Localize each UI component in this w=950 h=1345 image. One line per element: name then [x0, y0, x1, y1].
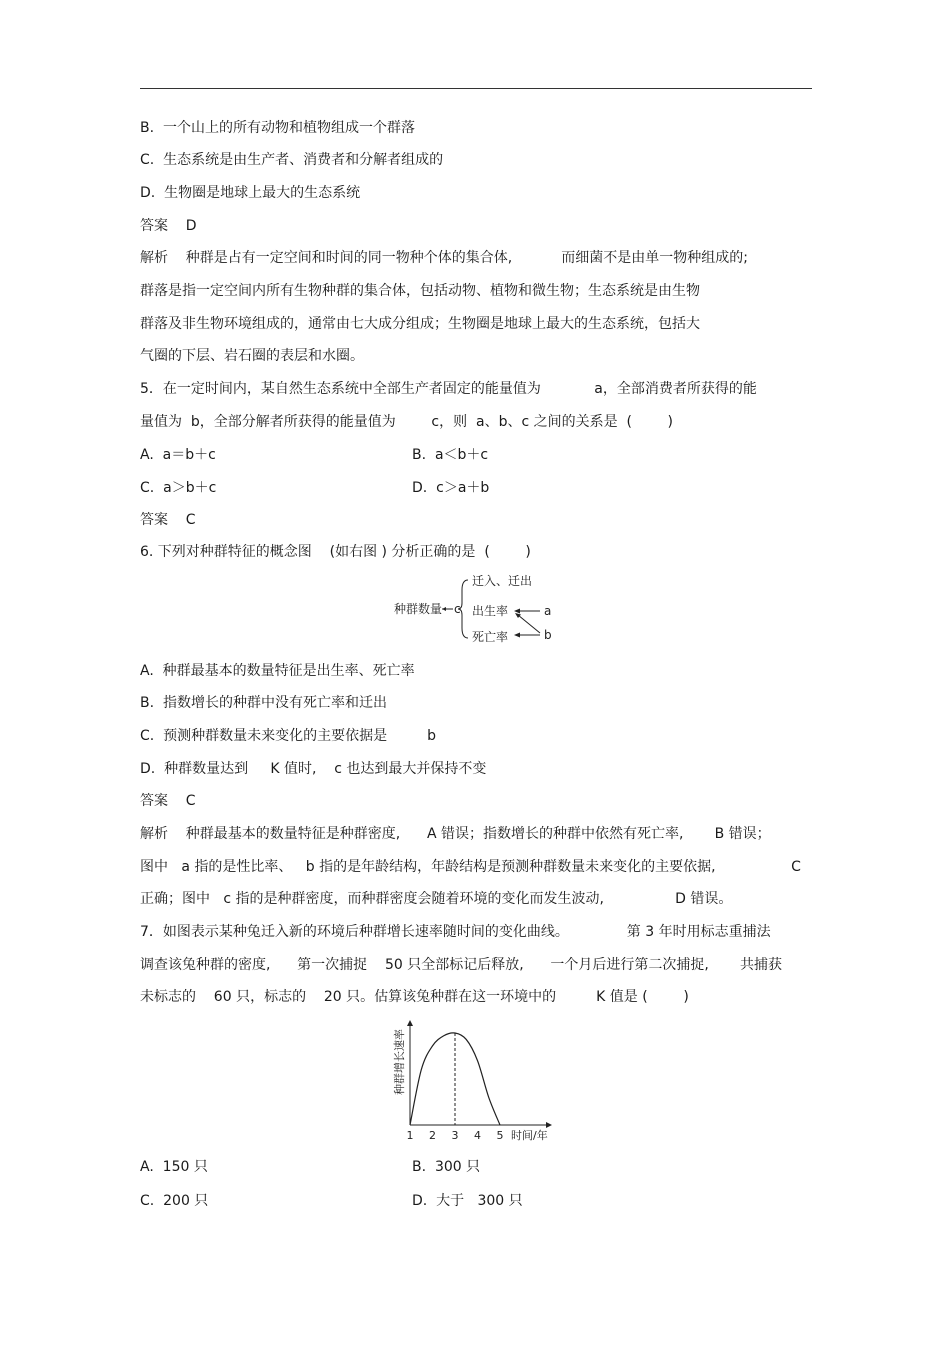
q7-stem-line-3: 未标志的 60 只，标志的 20 只。估算该兔种群在这一环境中的 K 值是 ( ) — [140, 989, 689, 1005]
growth-rate-chart — [390, 1018, 570, 1146]
chart-x-tick-label: 4 — [474, 1129, 481, 1142]
q7-option-a: A. 150 只 — [140, 1159, 208, 1175]
diagram-b-label: b — [544, 628, 552, 642]
population-concept-diagram — [390, 570, 560, 646]
q4-analysis-line-3: 群落及非生物环境组成的，通常由七大成分组成；生物圈是地球上最大的生态系统，包括大 — [140, 316, 700, 332]
q7-option-c: C. 200 只 — [140, 1193, 209, 1209]
chart-xlabel: 时间/年 — [511, 1129, 548, 1142]
q5-option-d: D. c＞a＋b — [412, 480, 490, 496]
q6-option-c: C. 预测种群数量未来变化的主要依据是 b — [140, 728, 437, 744]
q6-option-d: D. 种群数量达到 K 值时, c 也达到最大并保持不变 — [140, 761, 487, 777]
q5-answer: 答案 C — [140, 512, 196, 528]
q6-analysis-line-1: 解析 种群最基本的数量特征是种群密度, A 错误；指数增长的种群中依然有死亡率, B 错误； — [140, 826, 771, 842]
q4-analysis-line-2: 群落是指一定空间内所有生物种群的集合体，包括动物、植物和微生物；生态系统是由生物 — [140, 283, 700, 299]
q7-stem-line-2: 调查该兔种群的密度, 第一次捕捉 50 只全部标记后释放, 一个月后进行第二次捕捉, 共捕获 — [140, 957, 782, 973]
q4-option-d: D. 生物圈是地球上最大的生态系统 — [140, 185, 361, 201]
q6-stem: 6. 下列对种群特征的概念图 (如右图 ) 分析正确的是 ( ) — [140, 544, 531, 560]
q5-stem-line-2: 量值为 b，全部分解者所获得的能量值为 c，则 a、b、c 之间的关系是 ( ) — [140, 414, 674, 430]
q6-analysis-line-3: 正确；图中 c 指的是种群密度，而种群密度会随着环境的变化而发生波动, D 错误。 — [140, 891, 733, 907]
chart-x-tick-label: 1 — [406, 1129, 414, 1142]
diagram-center-label: 种群数量 — [394, 602, 443, 616]
q4-analysis-line-4: 气圈的下层、岩石圈的表层和水圈。 — [140, 348, 364, 364]
chart-x-arrow — [546, 1122, 552, 1128]
q5-stem-line-1: 5．在一定时间内，某自然生态系统中全部生产者固定的能量值为 a，全部消费者所获得的能 — [140, 381, 757, 397]
q5-option-c: C. a＞b＋c — [140, 480, 217, 496]
chart-x-tick-label: 5 — [496, 1129, 504, 1142]
q6-analysis-line-2: 图中 a 指的是性比率、 b 指的是年龄结构，年龄结构是预测种群数量未来变化的主要依据, C — [140, 859, 801, 875]
chart-y-arrow — [407, 1020, 413, 1026]
q7-option-b: B. 300 只 — [412, 1159, 481, 1175]
q6-option-b: B. 指数增长的种群中没有死亡率和迁出 — [140, 695, 387, 711]
q7-option-d: D. 大于 300 只 — [412, 1193, 523, 1209]
q5-option-a: A. a＝b＋c — [140, 447, 216, 463]
diagram-branch-1: 迁入、迁出 — [472, 574, 533, 588]
q5-option-b: B. a＜b＋c — [412, 447, 489, 463]
q4-option-b: B. 一个山上的所有动物和植物组成一个群落 — [140, 120, 415, 136]
diagram-c-label: c — [454, 602, 461, 616]
header-rule — [140, 88, 812, 89]
diagram-branch-2: 出生率 — [472, 604, 509, 618]
q4-option-c: C. 生态系统是由生产者、消费者和分解者组成的 — [140, 152, 444, 168]
chart-x-tick-label: 2 — [429, 1129, 436, 1142]
q6-answer: 答案 C — [140, 793, 196, 809]
q6-option-a: A. 种群最基本的数量特征是出生率、死亡率 — [140, 663, 415, 679]
q4-analysis-line-1: 解析 种群是占有一定空间和时间的同一物种个体的集合体, 而细菌不是由单一物种组成的; — [140, 250, 748, 266]
chart-x-ticks — [407, 1129, 504, 1142]
diagram-branch-3: 死亡率 — [472, 630, 509, 644]
diagram-a-label: a — [544, 604, 552, 618]
chart-x-tick-label: 3 — [451, 1129, 459, 1142]
chart-ylabel: 种群增长速率 — [393, 1029, 406, 1095]
q7-stem-line-1: 7．如图表示某种兔迁入新的环境后种群增长速率随时间的变化曲线。 第 3 年时用标志重捕法 — [140, 924, 771, 940]
q4-answer: 答案 D — [140, 218, 197, 234]
